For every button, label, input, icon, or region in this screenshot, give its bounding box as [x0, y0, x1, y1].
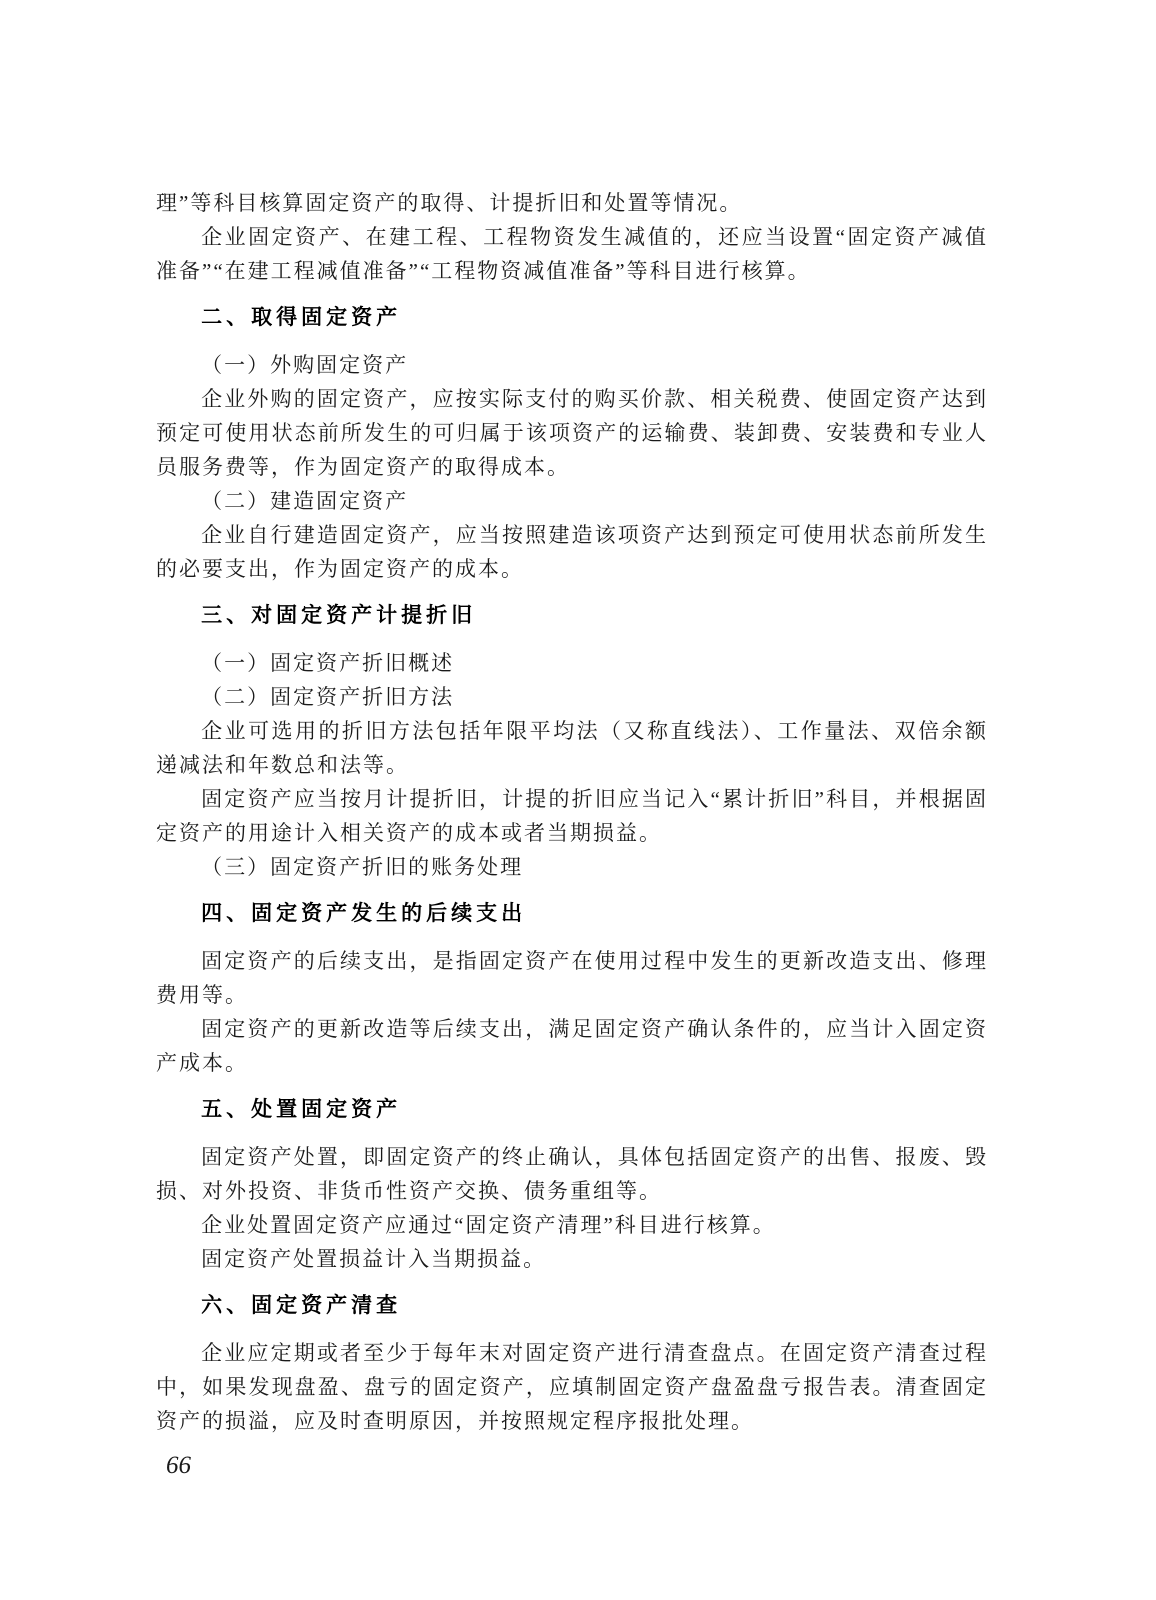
body-paragraph: 企业自行建造固定资产，应当按照建造该项资产达到预定可使用状态前所发生的必要支出，作为固定资产的成本。 — [156, 523, 988, 581]
section-heading: 五、处置固定资产 — [201, 1098, 402, 1121]
section-heading: 三、对固定资产计提折旧 — [201, 604, 477, 627]
body-paragraph: 固定资产处置损益计入当期损益。 — [201, 1247, 547, 1271]
page-number: 66 — [166, 1452, 191, 1479]
page-content — [156, 186, 988, 1438]
body-paragraph: （三）固定资产折旧的账务处理 — [201, 855, 524, 879]
body-paragraph: 固定资产的后续支出，是指固定资产在使用过程中发生的更新改造支出、修理费用等。 — [156, 949, 988, 1007]
body-paragraph: 固定资产的更新改造等后续支出，满足固定资产确认条件的，应当计入固定资产成本。 — [156, 1017, 988, 1075]
body-paragraph: 固定资产处置，即固定资产的终止确认，具体包括固定资产的出售、报废、毁损、对外投资、非货币性资产交换、债务重组等。 — [156, 1145, 988, 1203]
body-paragraph: 固定资产应当按月计提折旧，计提的折旧应当记入“累计折旧”科目，并根据固定资产的用途计入相关资产的成本或者当期损益。 — [156, 787, 988, 845]
body-paragraph: 企业处置固定资产应通过“固定资产清理”科目进行核算。 — [201, 1213, 776, 1237]
section-heading: 四、固定资产发生的后续支出 — [201, 902, 527, 925]
body-paragraph: 企业可选用的折旧方法包括年限平均法（又称直线法）、工作量法、双倍余额递减法和年数总和法等。 — [156, 719, 988, 777]
body-paragraph: （二）建造固定资产 — [201, 489, 409, 513]
section-heading: 六、固定资产清查 — [201, 1294, 402, 1317]
section-heading: 二、取得固定资产 — [201, 306, 402, 329]
body-paragraph: （二）固定资产折旧方法 — [201, 685, 455, 709]
body-paragraph: 企业固定资产、在建工程、工程物资发生减值的，还应当设置“固定资产减值准备”“在建工程减值准备”“工程物资减值准备”等科目进行核算。 — [156, 225, 988, 283]
body-paragraph: （一）外购固定资产 — [201, 353, 409, 377]
body-paragraph: 企业外购的固定资产，应按实际支付的购买价款、相关税费、使固定资产达到预定可使用状态前所发生的可归属于该项资产的运输费、装卸费、安装费和专业人员服务费等，作为固定资产的取得成本。 — [156, 387, 988, 479]
body-paragraph: （一）固定资产折旧概述 — [201, 651, 455, 675]
body-paragraph: 理”等科目核算固定资产的取得、计提折旧和处置等情况。 — [156, 191, 743, 215]
body-paragraph: 企业应定期或者至少于每年末对固定资产进行清查盘点。在固定资产清查过程中，如果发现盘盈、盘亏的固定资产，应填制固定资产盘盈盘亏报告表。清查固定资产的损溢，应及时查明原因，并按照规定程序报批处理。 — [156, 1341, 988, 1433]
